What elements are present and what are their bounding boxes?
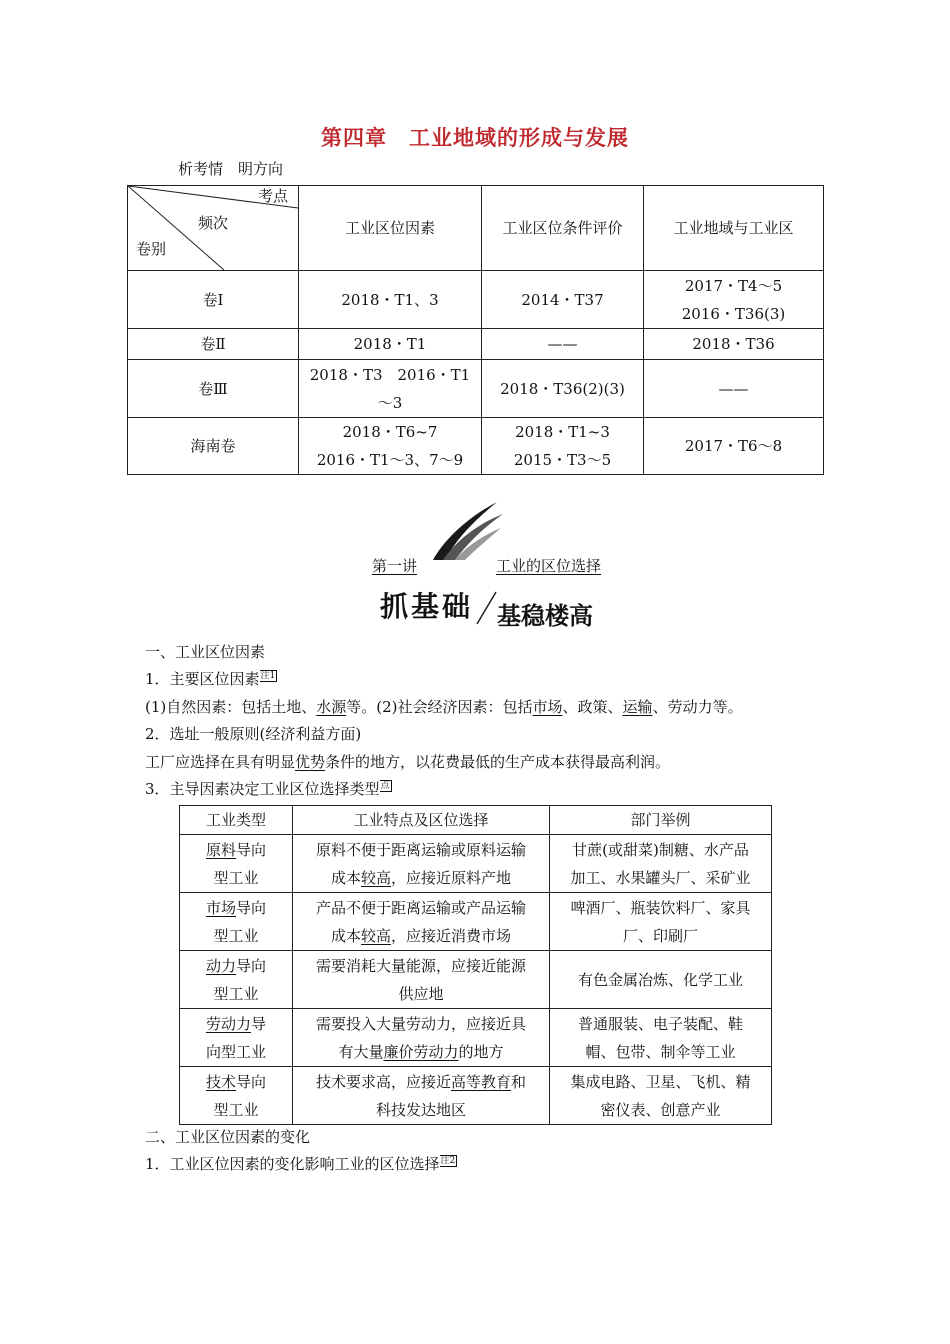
table-cell: 2014・T37 — [482, 271, 644, 329]
industry-type: 原料导向 型工业 — [180, 835, 293, 893]
table-cell: —— — [482, 329, 644, 360]
table-cell: 2018・T3 2016・T1 ～3 — [299, 360, 482, 418]
banner-left-text: 抓基础 — [380, 590, 474, 623]
column-header: 工业地域与工业区 — [644, 186, 824, 271]
table-cell: 2018・T1~3 2015・T3～5 — [482, 418, 644, 475]
industry-type: 劳动力导 向型工业 — [180, 1009, 293, 1067]
industry-description: 技术要求高，应接近高等教育和 科技发达地区 — [293, 1067, 550, 1125]
section-heading: 一、工业区位因素 — [145, 643, 266, 661]
subsection-heading: 1．工业区位因素的变化影响工业的区位选择$^{注2}$ — [145, 1155, 456, 1173]
industry-examples: 甘蔗(或甜菜)制糖、水产品 加工、水果罐头厂、采矿业 — [550, 835, 772, 893]
table-row — [128, 418, 824, 475]
table-cell: 2018・T1、3 — [299, 271, 482, 329]
column-header: 工业特点及区位选择 — [293, 806, 550, 835]
table-cell: 2018・T1 — [299, 329, 482, 360]
industry-type: 技术导向 型工业 — [180, 1067, 293, 1125]
column-header: 工业区位因素 — [299, 186, 482, 271]
section-heading: 二、工业区位因素的变化 — [145, 1128, 311, 1146]
industry-examples: 有色金属冶炼、化学工业 — [550, 951, 772, 1009]
industry-type: 市场导向 型工业 — [180, 893, 293, 951]
table-row — [128, 271, 824, 329]
industry-description: 需要投入大量劳动力，应接近具 有大量廉价劳动力的地方 — [293, 1009, 550, 1067]
swoosh-logo-icon — [425, 498, 505, 568]
industry-description: 产品不便于距离运输或产品运输 成本较高，应接近消费市场 — [293, 893, 550, 951]
note-marker: 注2 — [440, 1156, 456, 1166]
section-subheading: 析考情 明方向 — [178, 160, 284, 178]
industry-description: 需要消耗大量能源，应接近能源 供应地 — [293, 951, 550, 1009]
corner-label-topic: 考点 — [258, 187, 289, 205]
table-row — [128, 329, 824, 360]
industry-examples: 集成电路、卫星、飞机、精 密仪表、创意产业 — [550, 1067, 772, 1125]
table-row — [180, 1009, 772, 1067]
column-header: 部门举例 — [550, 806, 772, 835]
subsection-heading: 3．主导因素决定工业区位选择类型$^点$ — [145, 780, 390, 798]
paragraph: 工厂应选择在具有明显优势条件的地方，以花费最低的生产成本获得最高利润。 — [145, 753, 671, 771]
table-cell: 2018・T6~7 2016・T1～3、7～9 — [299, 418, 482, 475]
lecture-title: 工业的区位选择 — [496, 557, 602, 575]
industry-examples: 普通服装、电子装配、鞋 帽、包带、制伞等工业 — [550, 1009, 772, 1067]
subsection-heading: 1．主要区位因素$^{注1}$ — [145, 670, 276, 688]
chapter-title: 第四章 工业地域的形成与发展 — [321, 126, 629, 150]
table-row — [128, 360, 824, 418]
table-row — [180, 893, 772, 951]
industry-type: 动力导向 型工业 — [180, 951, 293, 1009]
industry-examples: 啤酒厂、瓶装饮料厂、家具 厂、印刷厂 — [550, 893, 772, 951]
industry-type-table — [179, 805, 772, 1125]
table-cell: 2017・T6～8 — [644, 418, 824, 475]
table-cell: 2018・T36(2)(3) — [482, 360, 644, 418]
subsection-heading: 2．选址一般原则(经济利益方面) — [145, 725, 362, 743]
row-label: 卷Ⅱ — [128, 329, 299, 360]
table-row — [180, 1067, 772, 1125]
column-header: 工业区位条件评价 — [482, 186, 644, 271]
lecture-number: 第一讲 — [372, 557, 418, 575]
banner-right-text: 基稳楼高 — [497, 602, 593, 630]
table-cell: 2017・T4～5 2016・T36(3) — [644, 271, 824, 329]
column-header: 工业类型 — [180, 806, 293, 835]
note-marker: 注1 — [260, 671, 276, 681]
table-row — [180, 835, 772, 893]
exam-frequency-table — [127, 185, 824, 475]
note-marker: 点 — [380, 781, 390, 791]
table-cell: —— — [644, 360, 824, 418]
row-label: 海南卷 — [128, 418, 299, 475]
corner-label-frequency: 频次 — [198, 214, 229, 232]
corner-label-paper: 卷别 — [136, 240, 167, 258]
paragraph: (1)自然因素：包括土地、水源等。(2)社会经济因素：包括市场、政策、运输、劳动力等。 — [145, 698, 743, 716]
industry-description: 原料不便于距离运输或原料运输 成本较高，应接近原料产地 — [293, 835, 550, 893]
table-cell: 2018・T36 — [644, 329, 824, 360]
row-label: 卷Ⅰ — [128, 271, 299, 329]
table-row — [180, 951, 772, 1009]
table-corner-cell — [128, 186, 299, 271]
row-label: 卷Ⅲ — [128, 360, 299, 418]
